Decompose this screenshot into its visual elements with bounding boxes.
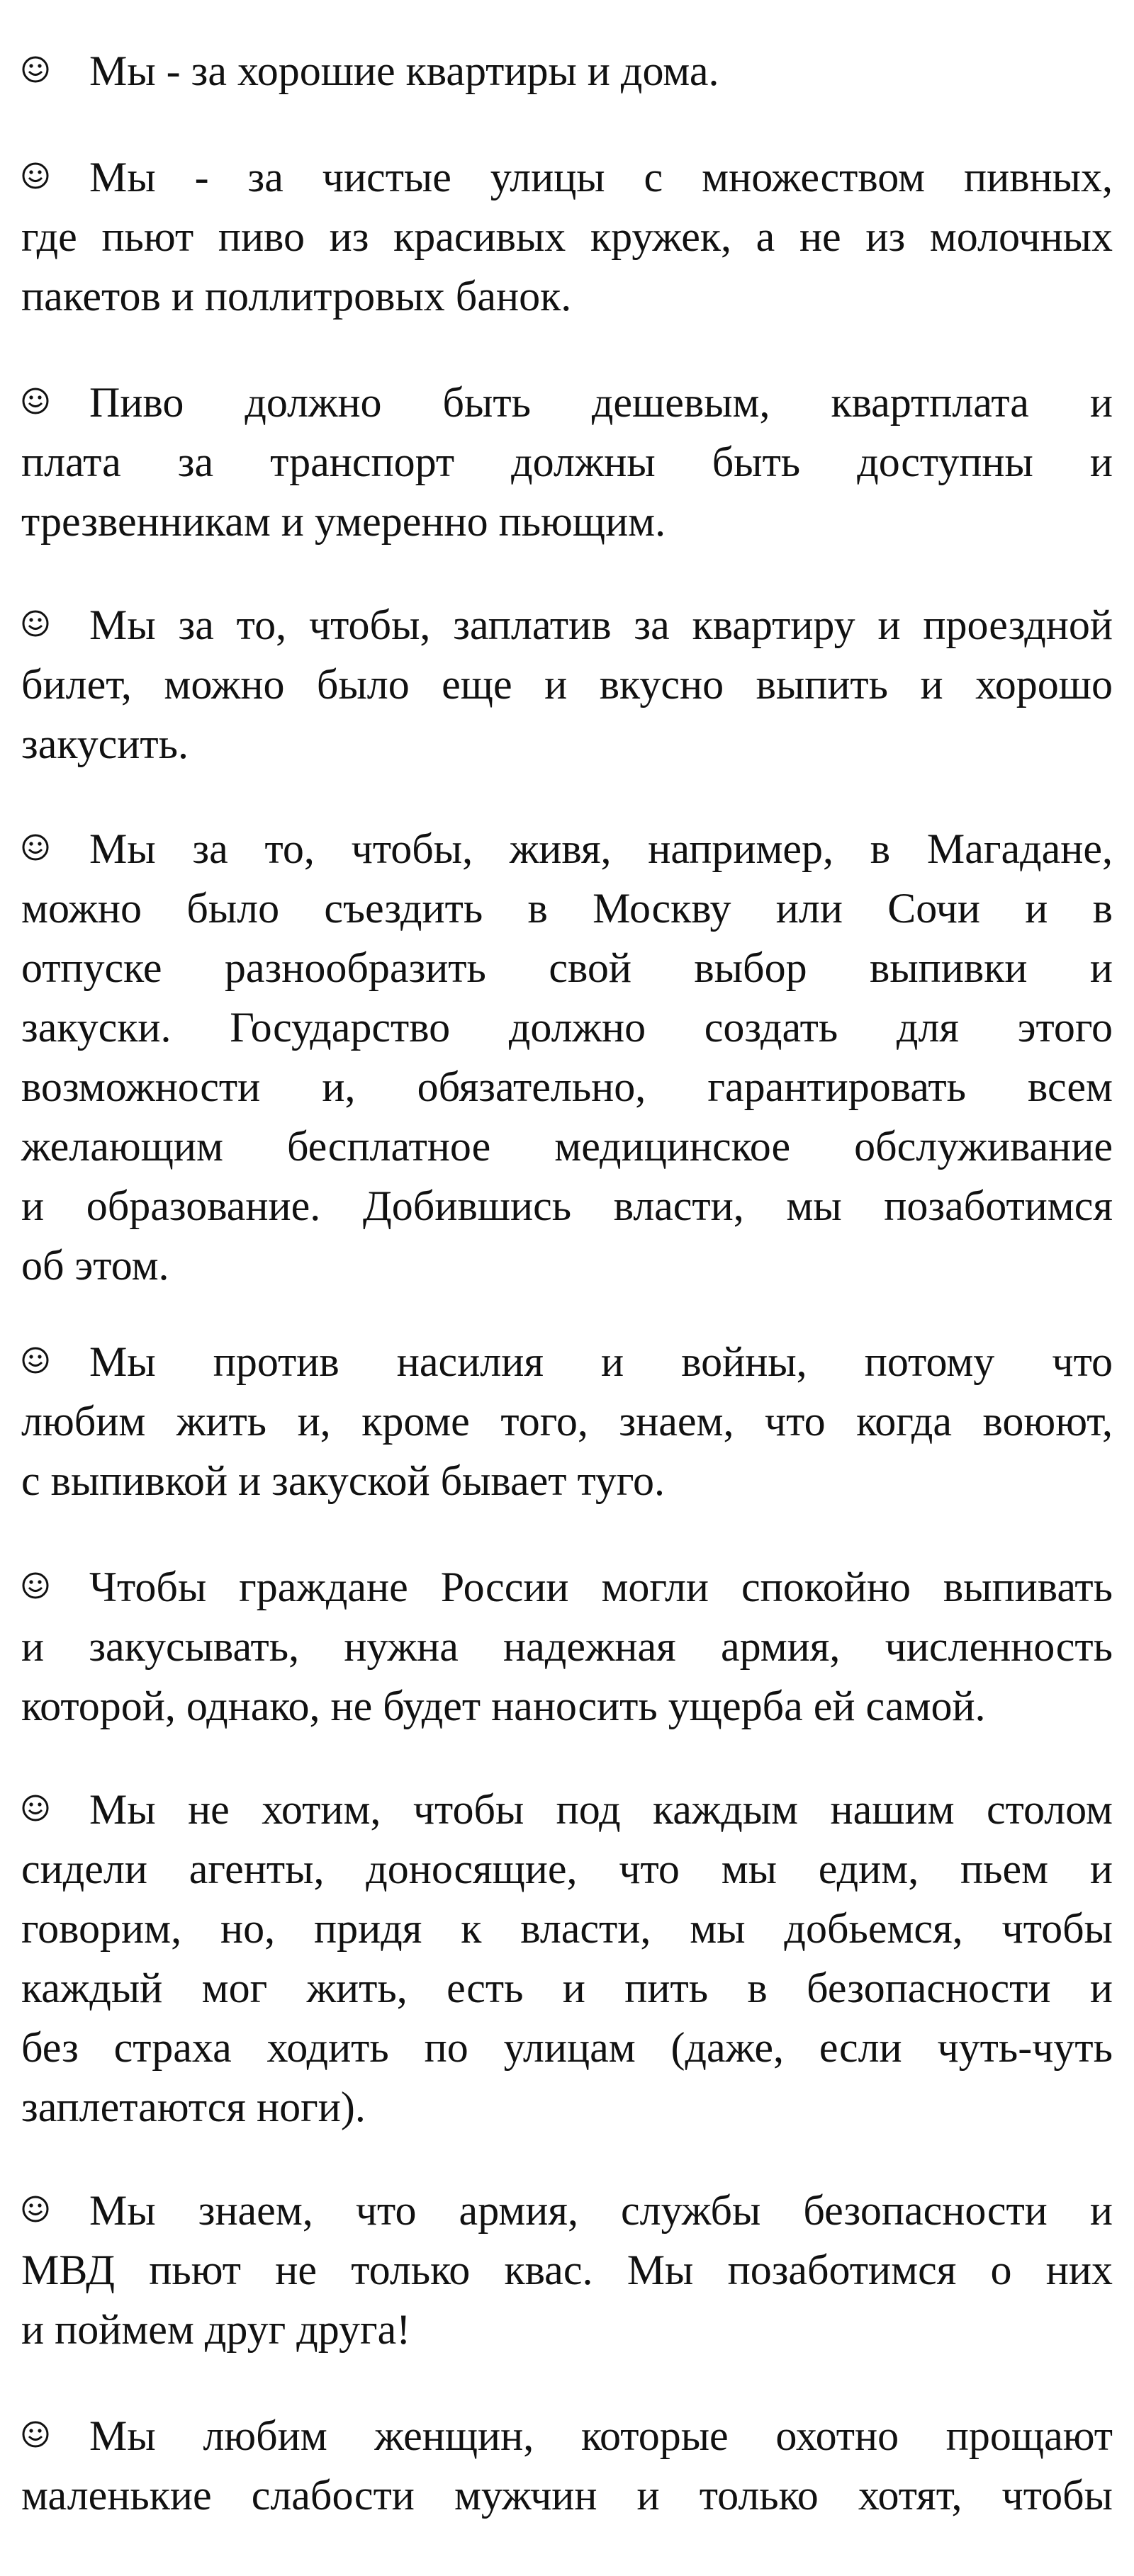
smiley-face-icon <box>21 1571 50 1600</box>
item-line: можно было съездить в Москву или Сочи и в <box>21 885 1113 932</box>
item-line: и закусывать, нужна надежная армия, численность <box>21 1623 1113 1670</box>
item-line: каждый мог жить, есть и пить в безопасности и <box>21 1965 1113 2011</box>
smiley-face-icon <box>21 55 50 84</box>
list-item <box>21 819 1113 1295</box>
list-item <box>21 1332 1113 1510</box>
item-line: трезвенникам и умеренно пьющим. <box>21 498 666 545</box>
item-line: Мы за то, чтобы, живя, например, в Магадане, <box>89 825 1113 872</box>
item-line: Мы любим женщин, которые охотно прощают <box>89 2412 1113 2459</box>
item-line: которой, однако, не будет наносить ущерба ей самой. <box>21 1683 986 1729</box>
smiley-face-icon <box>21 387 50 415</box>
item-line: и поймем друг друга! <box>21 2306 411 2353</box>
item-line: Мы не хотим, чтобы под каждым нашим столом <box>89 1786 1113 1833</box>
list-item <box>21 41 1113 101</box>
list-item <box>21 147 1113 326</box>
item-line: пакетов и поллитровых банок. <box>21 273 572 320</box>
item-line: отпуске разнообразить свой выбор выпивки и <box>21 944 1113 991</box>
list-item <box>21 1780 1113 2137</box>
smiley-face-icon <box>21 2195 50 2223</box>
item-line: где пьют пиво из красивых кружек, а не из молочных <box>21 213 1113 260</box>
list-item <box>21 2181 1113 2359</box>
list-item <box>21 1557 1113 1736</box>
item-line: с выпивкой и закуской бывает туго. <box>21 1457 666 1504</box>
list-item <box>21 373 1113 551</box>
list-item <box>21 2406 1113 2525</box>
smiley-face-icon <box>21 609 50 638</box>
list-item <box>21 595 1113 774</box>
item-line: об этом. <box>21 1242 169 1289</box>
item-line: любим жить и, кроме того, знаем, что когда воюют, <box>21 1398 1113 1445</box>
item-line: плата за транспорт должны быть доступны и <box>21 439 1113 485</box>
item-line: без страха ходить по улицам (даже, если чуть-чуть <box>21 2024 1113 2071</box>
item-line: закуски. Государство должно создать для этого <box>21 1004 1113 1051</box>
item-line: возможности и, обязательно, гарантировать всем <box>21 1063 1113 1110</box>
smiley-face-icon <box>21 1346 50 1374</box>
item-line: Пиво должно быть дешевым, квартплата и <box>89 379 1113 426</box>
smiley-face-icon <box>21 162 50 190</box>
item-line: сидели агенты, доносящие, что мы едим, пьем и <box>21 1846 1113 1892</box>
item-line: Мы знаем, что армия, службы безопасности и <box>89 2187 1113 2234</box>
item-line: желающим бесплатное медицинское обслуживание <box>21 1123 1113 1170</box>
item-line: билет, можно было еще и вкусно выпить и хорошо <box>21 661 1113 708</box>
item-line: Мы за то, чтобы, заплатив за квартиру и проездной <box>89 601 1113 648</box>
item-line: маленькие слабости мужчин и только хотят, чтобы <box>21 2472 1113 2519</box>
item-line: заплетаются ноги). <box>21 2084 366 2130</box>
item-line: и образование. Добившись власти, мы позаботимся <box>21 1182 1113 1229</box>
item-line: говорим, но, придя к власти, мы добьемся, чтобы <box>21 1905 1113 1952</box>
smiley-face-icon <box>21 833 50 862</box>
item-line: Мы против насилия и войны, потому что <box>89 1338 1113 1385</box>
item-line: МВД пьют не только квас. Мы позаботимся о них <box>21 2247 1113 2293</box>
smiley-face-icon <box>21 1794 50 1822</box>
item-line: Чтобы граждане России могли спокойно выпивать <box>89 1564 1113 1610</box>
item-line: закусить. <box>21 721 189 767</box>
smiley-face-icon <box>21 2420 50 2448</box>
item-line: Мы - за хорошие квартиры и дома. <box>89 47 719 94</box>
item-line: Мы - за чистые улицы с множеством пивных, <box>89 154 1113 200</box>
